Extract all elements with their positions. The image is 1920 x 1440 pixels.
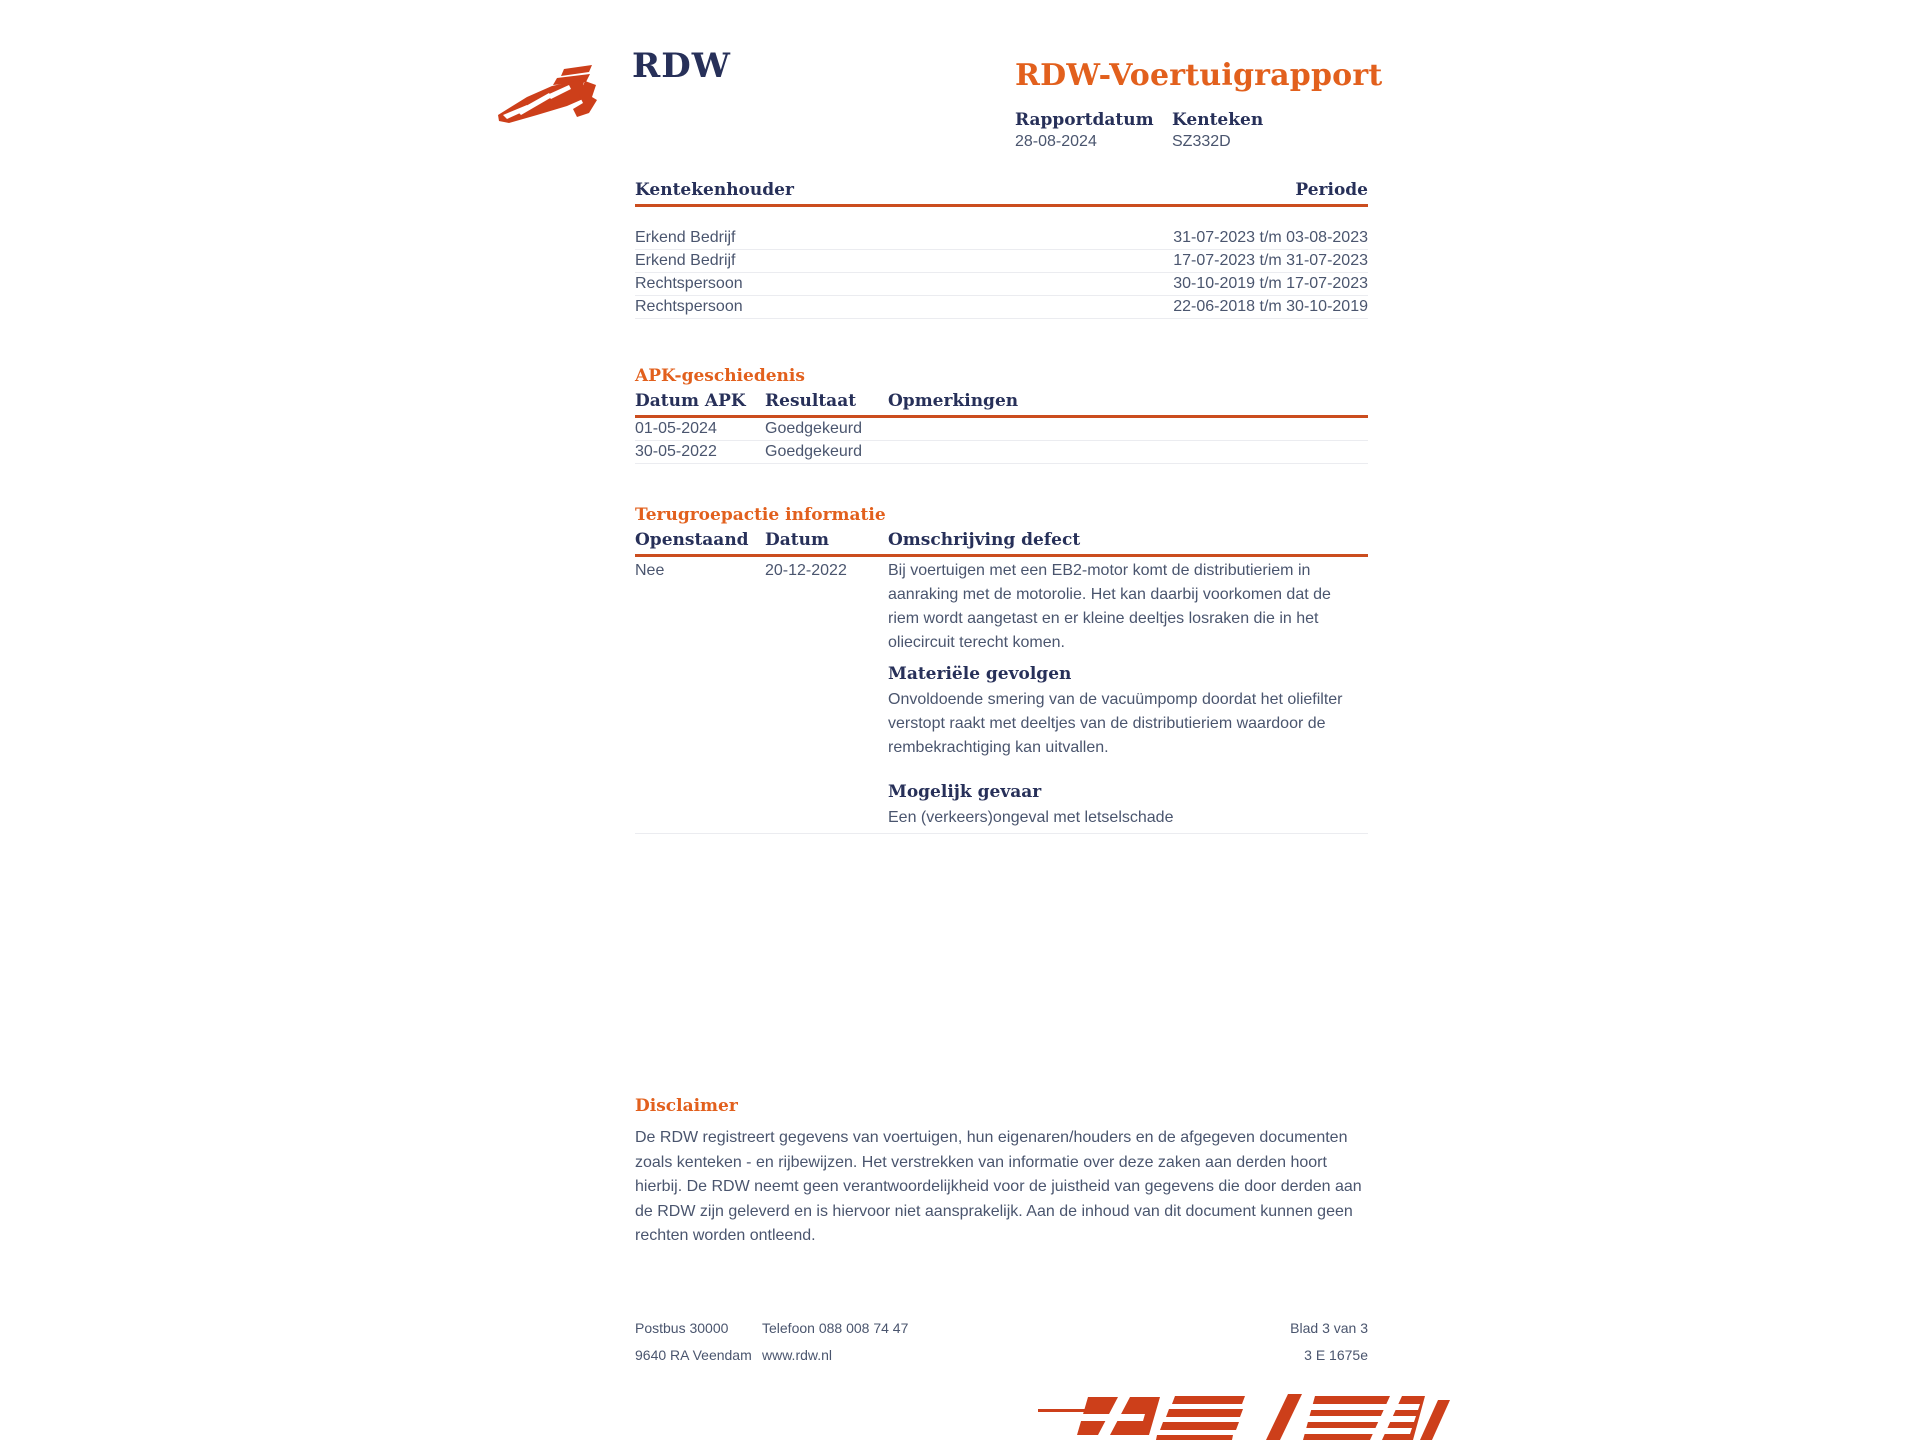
footer-phone: Telefoon 088 008 74 47 [762, 1320, 909, 1336]
license-holders-table [635, 180, 1368, 319]
possible-danger-text: Een (verkeers)ongeval met letselschade [888, 809, 1174, 826]
recall-col-openstaand: Openstaand [635, 530, 749, 550]
material-consequences-heading: Materiële gevolgen [888, 664, 1072, 684]
table-row [635, 250, 1368, 273]
apk-col-opmerkingen: Opmerkingen [888, 391, 1019, 411]
holder-name: Rechtspersoon [635, 298, 743, 315]
recall-col-omschrijving: Omschrijving defect [888, 530, 1081, 550]
holder-period: 31-07-2023 t/m 03-08-2023 [1173, 229, 1368, 246]
rdw-logo-text: RDW [632, 46, 731, 86]
holder-name: Erkend Bedrijf [635, 229, 736, 246]
report-date-value: 28-08-2024 [1015, 133, 1097, 150]
footer-website: www.rdw.nl [762, 1347, 833, 1363]
recall-date-value: 20-12-2022 [765, 562, 847, 579]
holders-col-periode: Periode [1295, 180, 1368, 200]
apk-date: 30-05-2022 [635, 443, 717, 460]
recall-section-heading: Terugroepactie informatie [635, 505, 886, 525]
apk-history-section [635, 366, 1368, 464]
holders-table-header [635, 180, 1368, 207]
footer-form-code: 3 E 1675e [1304, 1347, 1368, 1363]
recall-open-value: Nee [635, 562, 665, 579]
license-plate-label: Kenteken [1172, 110, 1264, 130]
footer-page-number: Blad 3 van 3 [1290, 1320, 1368, 1336]
table-row [635, 441, 1368, 464]
license-plate-value: SZ332D [1172, 133, 1231, 150]
holder-period: 22-06-2018 t/m 30-10-2019 [1173, 298, 1368, 315]
recall-info-section [635, 505, 1368, 655]
table-row [635, 418, 1368, 441]
apk-section-heading: APK-geschiedenis [635, 366, 805, 386]
recall-col-datum: Datum [765, 530, 829, 550]
disclaimer-text: De RDW registreert gegevens van voertuigen, hun eigenaren/houders en de afgegeven documenten zoals kenteken - en rijbewijzen. Het verstrekken van informatie over deze zaken aan derden hoort hierbij. De RDW neemt geen verantwoordelijkheid voor de juistheid van gegevens die door derden aan de RDW zijn geleverd en is hiervoor niet aansprakelijk. Aan de inhoud van dit document kunnen geen rechten worden ontleend. [635, 1129, 1362, 1244]
table-row [635, 557, 1368, 655]
apk-result: Goedgekeurd [765, 443, 862, 460]
apk-col-datum: Datum APK [635, 391, 746, 411]
holder-name: Rechtspersoon [635, 275, 743, 292]
material-consequences-text: Onvoldoende smering van de vacuümpomp doordat het oliefilter verstopt raakt met deeltjes van de distributieriem waardoor de rembekrachtiging kan uitvallen. [888, 691, 1343, 756]
holders-table-rows [635, 227, 1368, 319]
possible-danger-heading: Mogelijk gevaar [888, 782, 1042, 802]
report-title: RDW-Voertuigrapport [1015, 58, 1383, 93]
recall-table-header [635, 530, 1368, 557]
holder-period: 30-10-2019 t/m 17-07-2023 [1173, 275, 1368, 292]
table-row [635, 296, 1368, 319]
footer-postbus: Postbus 30000 [635, 1320, 729, 1336]
apk-table-header [635, 391, 1368, 418]
rdw-speedlines-icon [1030, 1392, 1475, 1440]
disclaimer-heading: Disclaimer [635, 1096, 738, 1116]
holder-name: Erkend Bedrijf [635, 252, 736, 269]
apk-result: Goedgekeurd [765, 420, 862, 437]
section-divider [635, 833, 1368, 834]
holder-period: 17-07-2023 t/m 31-07-2023 [1173, 252, 1368, 269]
apk-col-resultaat: Resultaat [765, 391, 857, 411]
recall-description: Bij voertuigen met een EB2-motor komt de distributieriem in aanraking met de motorolie. Het kan daarbij voorkomen dat de riem wordt aangetast en er kleine deeltjes losraken die in het oliecircuit terecht komen. [888, 562, 1331, 651]
footer-address: 9640 RA Veendam [635, 1347, 752, 1363]
table-row [635, 273, 1368, 296]
report-date-label: Rapportdatum [1015, 110, 1154, 130]
table-row [635, 227, 1368, 250]
apk-date: 01-05-2024 [635, 420, 717, 437]
rdw-logo-icon [497, 64, 621, 126]
holders-col-kentekenhouder: Kentekenhouder [635, 180, 794, 200]
